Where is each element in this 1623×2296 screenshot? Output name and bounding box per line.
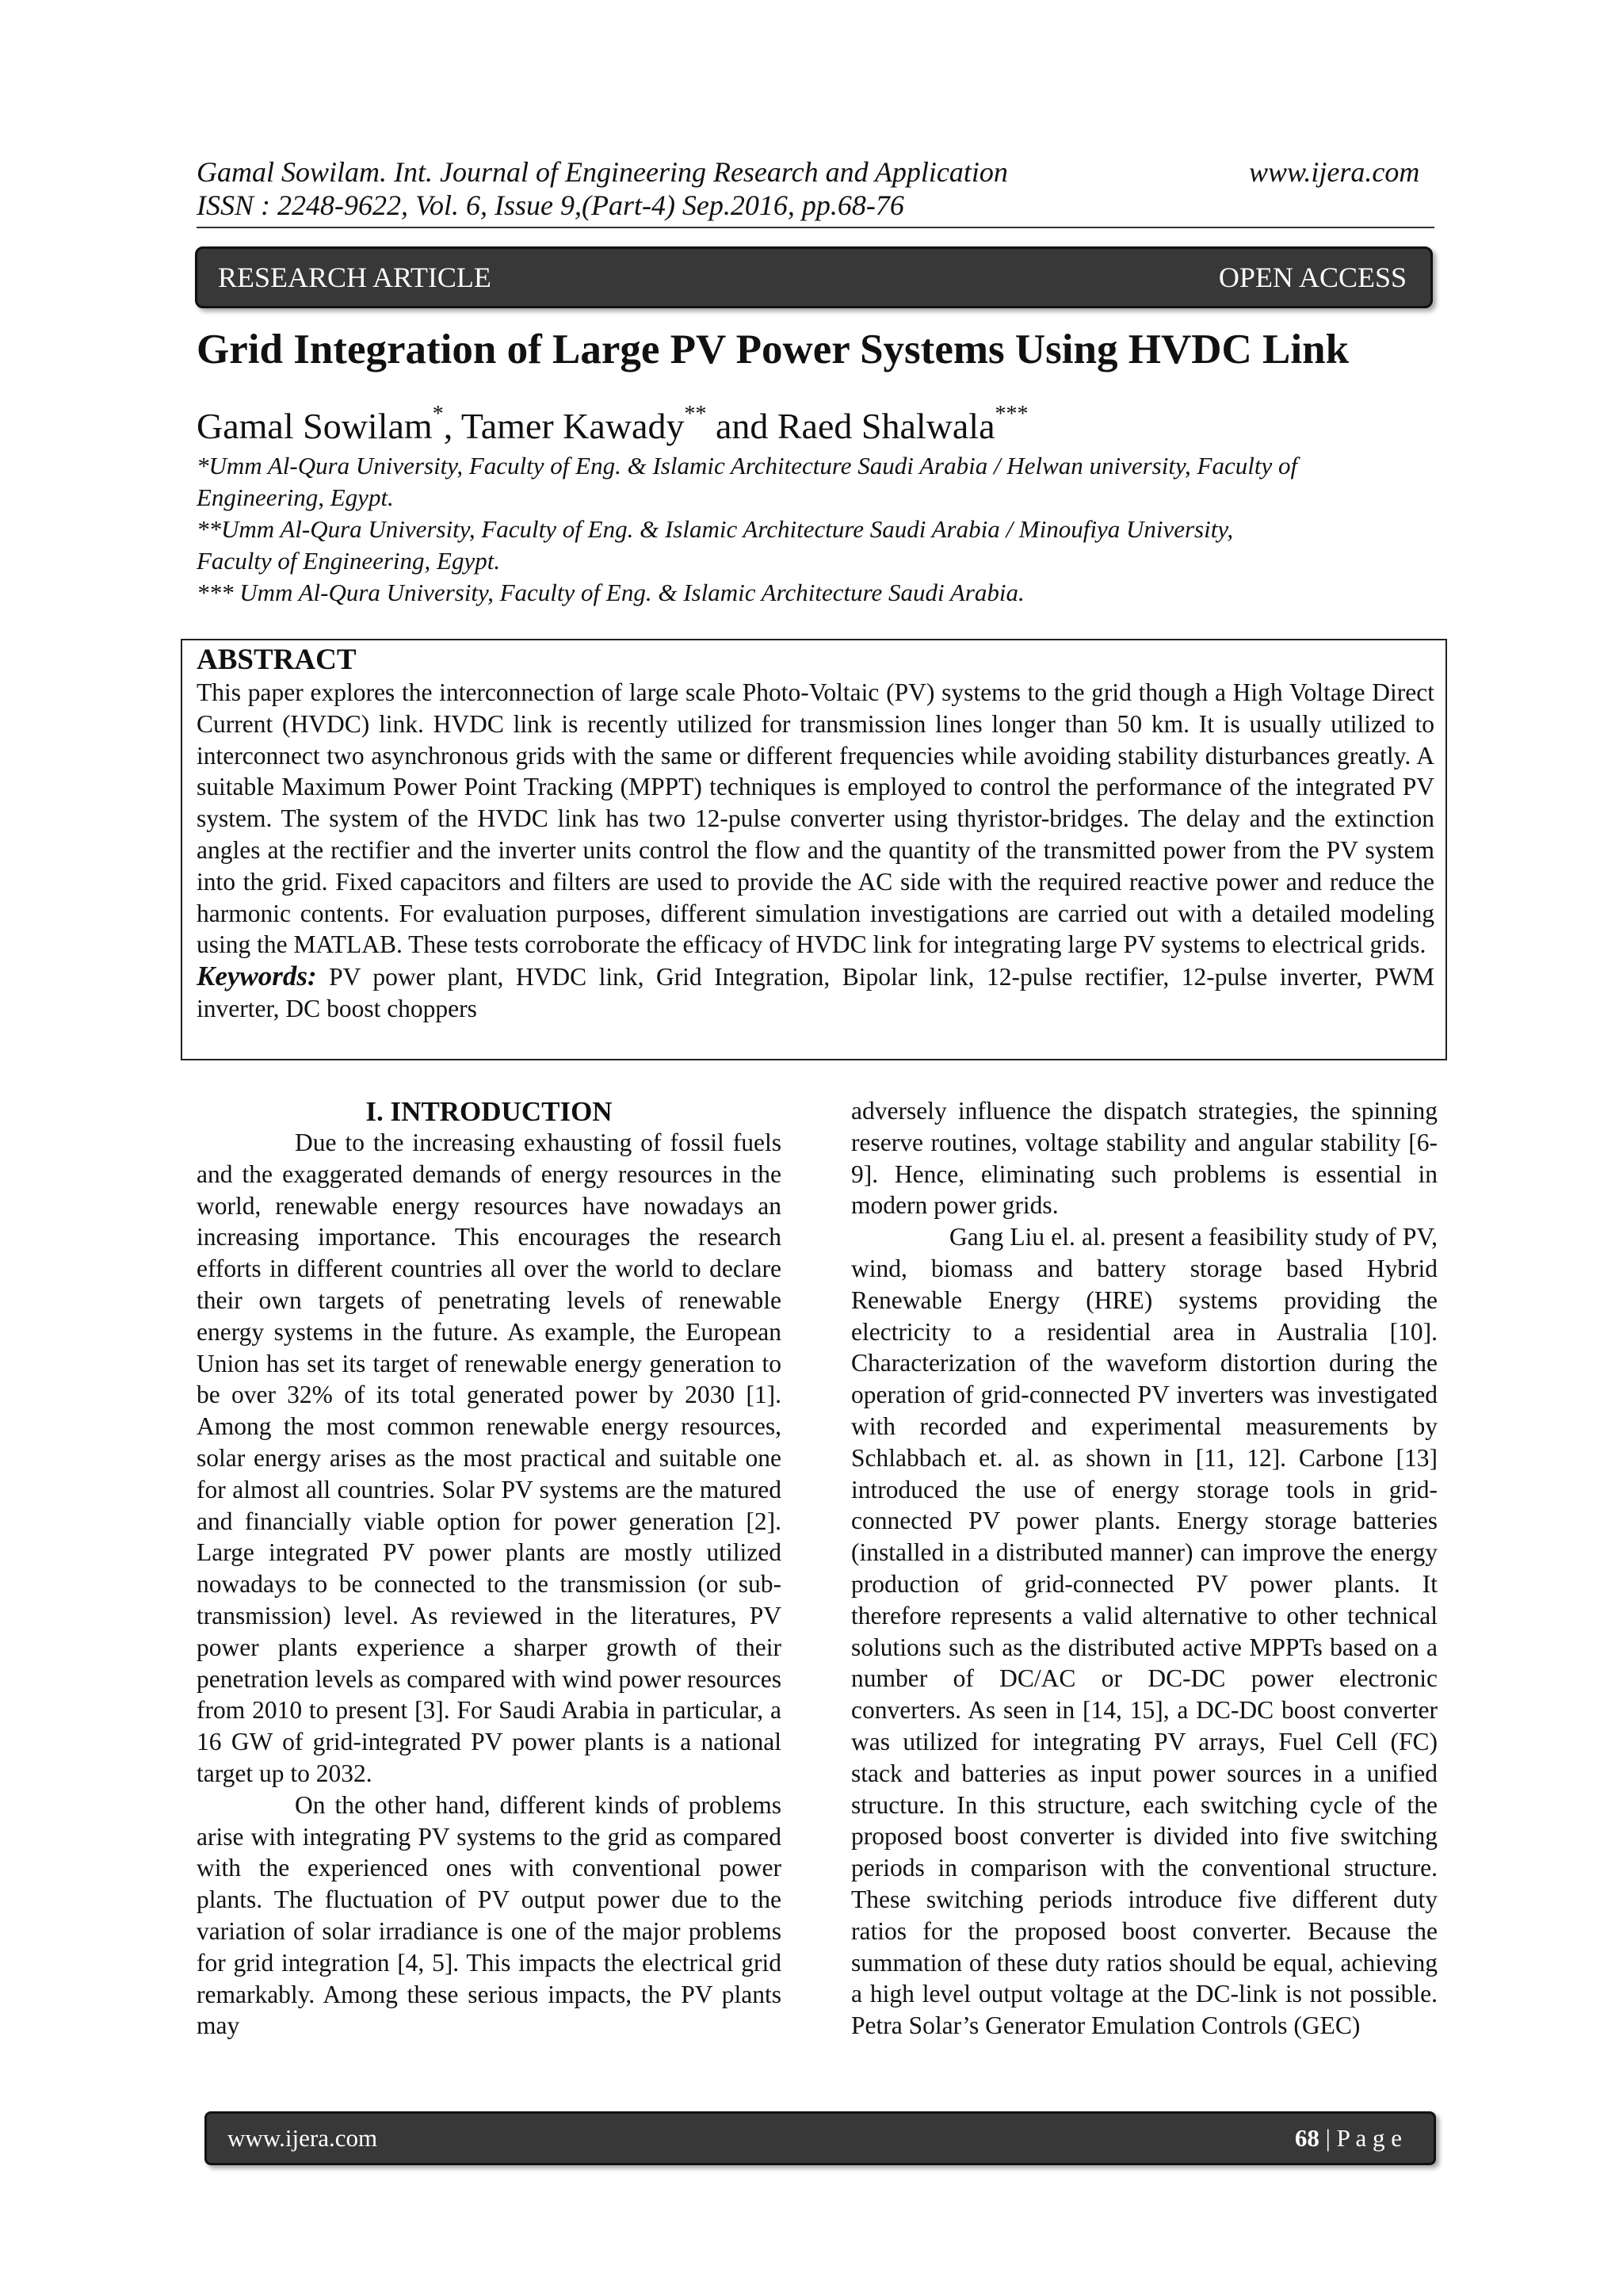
paragraph: adversely influence the dispatch strategies, the spinning reserve routines, voltage stability and angular stability [6-9]. Hence, eliminating such problems is essential in modern power grids. xyxy=(851,1097,1438,1220)
open-access-label: OPEN ACCESS xyxy=(1218,262,1407,293)
author-name: Raed Shalwala xyxy=(777,406,995,446)
issn-line: ISSN : 2248-9622, Vol. 6, Issue 9,(Part-4) Sep.2016, pp.68-76 xyxy=(197,189,904,221)
page-word: | P a g e xyxy=(1319,2124,1402,2152)
author-mark: *** xyxy=(995,402,1029,426)
affiliation-line: *** Umm Al-Qura University, Faculty of Eng. & Islamic Architecture Saudi Arabia. xyxy=(197,579,1025,606)
keywords-label: Keywords: xyxy=(197,961,317,992)
abstract-heading: ABSTRACT xyxy=(197,644,357,676)
introduction-heading: I. INTRODUCTION xyxy=(365,1096,613,1127)
abstract-text: This paper explores the interconnection of large scale Photo-Voltaic (PV) systems to the grid though a High Voltage Direct Current (HVDC) link. HVDC link is recently utilized for transmission lines longer than 50 km. It is usually utilized to interconnect two asynchronous grids with the same or different frequencies while avoiding stability disturbances greatly. A suitable Maximum Power Point Tracking (MPPT) techniques is employed to control the performance of the integrated PV system. The system of the HVDC link has two 12-pulse converter using thyristor-bridges. The delay and the extinction angles at the rectifier and the inverter units control the flow and the quantity of the transmitted power from the PV system into the grid. Fixed capacitors and filters are used to provide the AC side with the required reactive power and reduce the harmonic contents. For evaluation purposes, different simulation investigations are carried out with a detailed modeling using the MATLAB. These tests corroborate the efficacy of HVDC link for integrating large PV systems to electrical grids. xyxy=(197,678,1434,959)
paragraph: Gang Liu el. al. present a feasibility study of PV, wind, biomass and battery storage based Hybrid Renewable Energy (HRE) systems providing the electricity to a residential area in Australia [10]. Characterization of the waveform distortion during the operation of grid-connected PV inverters was investigated with recorded and experimental measurements by Schlabbach et. al. as shown in [11, 12]. Carbone [13] introduced the use of energy storage tools in grid-connected PV power plants. Energy storage batteries (installed in a distributed manner) can improve the energy production of grid-connected PV power plants. It therefore represents a valid alternative to other technical solutions such as the distributed active MPPTs based on a number of DC/AC or DC-DC power electronic converters. As seen in [14, 15], a DC-DC boost converter was utilized for integrating PV arrays, Fuel Cell (FC) stack and batteries as input power sources in a unified structure. In this structure, each switching cycle of the proposed boost converter is divided into five switching periods in comparison with the conventional structure. These switching periods introduce five different duty ratios for the proposed boost converter. Because the summation of these duty ratios should be equal, achieving a high level output voltage at the DC-link is not possible. Petra Solar’s Generator Emulation Controls (GEC) xyxy=(851,1223,1438,2040)
author-mark: ** xyxy=(684,402,707,426)
research-article-label: RESEARCH ARTICLE xyxy=(218,262,491,293)
author-separator: , xyxy=(443,406,461,446)
affiliation-line: *Umm Al-Qura University, Faculty of Eng. & Islamic Architecture Saudi Arabia / Helwan university, Faculty of xyxy=(197,452,1298,479)
page-number: 68 xyxy=(1294,2124,1319,2152)
article-type-banner xyxy=(195,246,1433,308)
paper-title: Grid Integration of Large PV Power Systems Using HVDC Link xyxy=(197,327,1350,372)
author-list xyxy=(197,403,1029,450)
page-footer xyxy=(204,2111,1436,2165)
paragraph: On the other hand, different kinds of problems arise with integrating PV systems to the grid as compared with the experienced ones with conventional power plants. The fluctuation of PV output power due to the variation of solar irradiance is one of the major problems for grid integration [4, 5]. This impacts the electrical grid remarkably. Among these serious impacts, the PV plants may xyxy=(197,1790,781,2040)
footer-website-link[interactable]: www.ijera.com xyxy=(227,2124,378,2152)
header-rule xyxy=(197,227,1434,228)
author-name: Gamal Sowilam xyxy=(197,406,433,446)
author-separator: and xyxy=(706,406,777,446)
left-column xyxy=(197,1127,781,2042)
keywords-text: PV power plant, HVDC link, Grid Integration, Bipolar link, 12-pulse rectifier, 12-pulse inverter, PWM inverter, DC boost choppers xyxy=(197,963,1434,1022)
affiliation-line: Engineering, Egypt. xyxy=(197,483,394,511)
author-mark: * xyxy=(432,402,444,426)
affiliation-line: Faculty of Engineering, Egypt. xyxy=(197,547,501,575)
journal-citation-line: Gamal Sowilam. Int. Journal of Engineering Research and Application xyxy=(197,156,1008,188)
paragraph: Due to the increasing exhausting of fossil fuels and the exaggerated demands of energy resources in the world, renewable energy resources have nowadays an increasing importance. This encourages the research efforts in different countries all over the world to declare their own targets of penetrating levels of renewable energy systems in the future. As example, the European Union has set its target of renewable energy generation to be over 32% of its total generated power by 2030 [1]. Among the most common renewable energy resources, solar energy arises as the most practical and suitable one for almost all countries. Solar PV systems are the matured and financially viable option for power generation [2]. Large integrated PV power plants are mostly utilized nowadays to be connected to the transmission (or sub-transmission) level. As reviewed in the literatures, PV power plants experience a sharper growth of their penetration levels as compared with wind power resources from 2010 to present [3]. For Saudi Arabia in particular, a 16 GW of grid-integrated PV power plants is a national target up to 2032. xyxy=(197,1129,781,1787)
affiliation-line: **Umm Al-Qura University, Faculty of Eng. & Islamic Architecture Saudi Arabia / Minoufiya University, xyxy=(197,515,1234,543)
page-indicator xyxy=(1295,2114,1402,2163)
abstract-body xyxy=(197,677,1434,1025)
journal-website-link[interactable]: www.ijera.com xyxy=(1249,156,1420,188)
right-column xyxy=(851,1095,1438,2042)
author-name: Tamer Kawady xyxy=(460,406,685,446)
